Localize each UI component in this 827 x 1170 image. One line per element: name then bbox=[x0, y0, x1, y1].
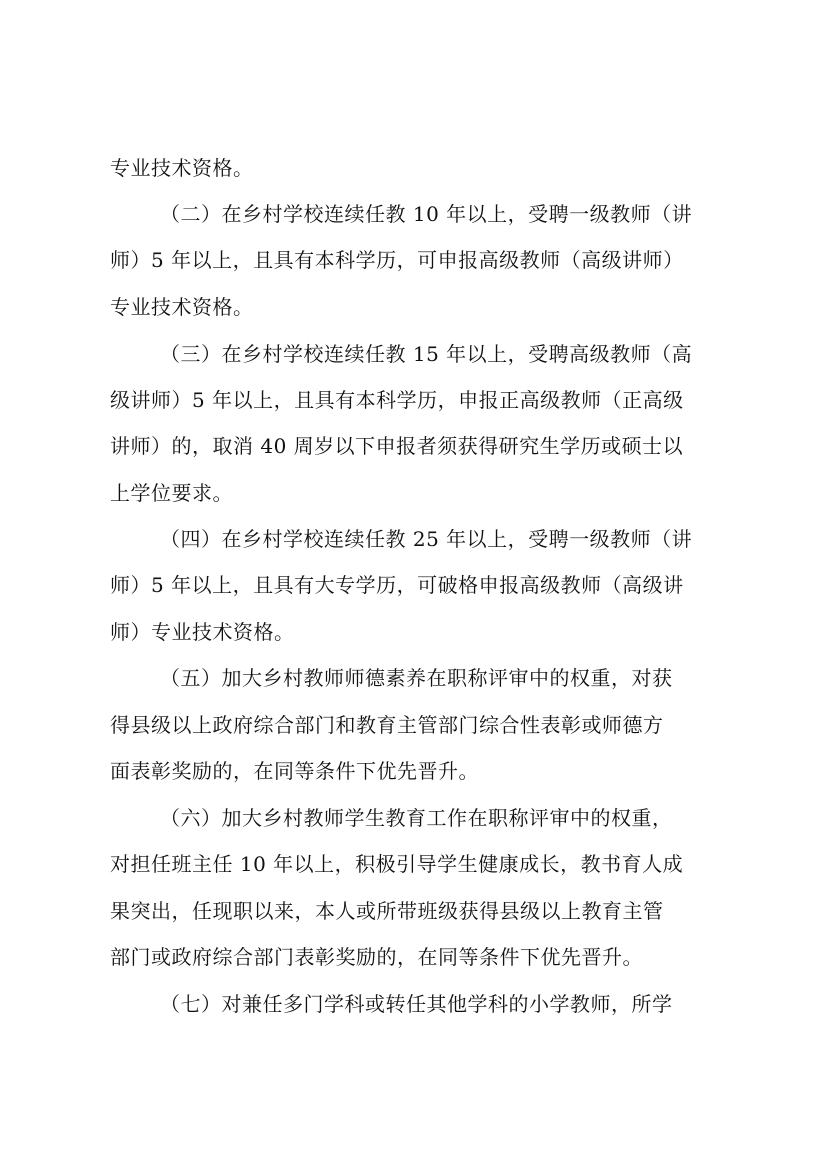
paragraph-4-line-1: （四）在乡村学校连续任教 25 年以上，受聘一级教师（讲 bbox=[160, 527, 693, 551]
paragraph-3-line-1: （三）在乡村学校连续任教 15 年以上，受聘高级教师（高 bbox=[160, 342, 693, 366]
paragraph-5-line-1: （五）加大乡村教师师德素养在职称评审中的权重，对获 bbox=[160, 666, 673, 690]
text-line: 部门或政府综合部门表彰奖励的，在同等条件下优先晋升。 bbox=[110, 945, 643, 969]
text-line: 专业技术资格。 bbox=[110, 295, 254, 319]
text-line: 师）专业技术资格。 bbox=[110, 620, 295, 644]
paragraph-2-line-1: （二）在乡村学校连续任教 10 年以上，受聘一级教师（讲 bbox=[160, 202, 693, 226]
text-line: 对担任班主任 10 年以上，积极引导学生健康成长，教书育人成 bbox=[110, 852, 684, 876]
text-line: 上学位要求。 bbox=[110, 481, 233, 505]
text-line: 师）5 年以上，且具有大专学历，可破格申报高级教师（高级讲 bbox=[110, 573, 684, 597]
text-line: 面表彰奖励的，在同等条件下优先晋升。 bbox=[110, 759, 479, 783]
text-line: 级讲师）5 年以上，且具有本科学历，申报正高级教师（正高级 bbox=[110, 388, 684, 412]
paragraph-6-line-1: （六）加大乡村教师学生教育工作在职称评审中的权重， bbox=[160, 806, 673, 830]
paragraph-7-line-1: （七）对兼任多门学科或转任其他学科的小学教师，所学 bbox=[160, 992, 673, 1016]
text-line: 果突出，任现职以来，本人或所带班级获得县级以上教育主管 bbox=[110, 899, 664, 923]
text-line: 得县级以上政府综合部门和教育主管部门综合性表彰或师德方 bbox=[110, 713, 664, 737]
text-line: 专业技术资格。 bbox=[110, 156, 254, 180]
text-line: 师）5 年以上，且具有本科学历，可申报高级教师（高级讲师） bbox=[110, 248, 684, 272]
text-line: 讲师）的，取消 40 周岁以下申报者须获得研究生学历或硕士以 bbox=[110, 434, 684, 458]
